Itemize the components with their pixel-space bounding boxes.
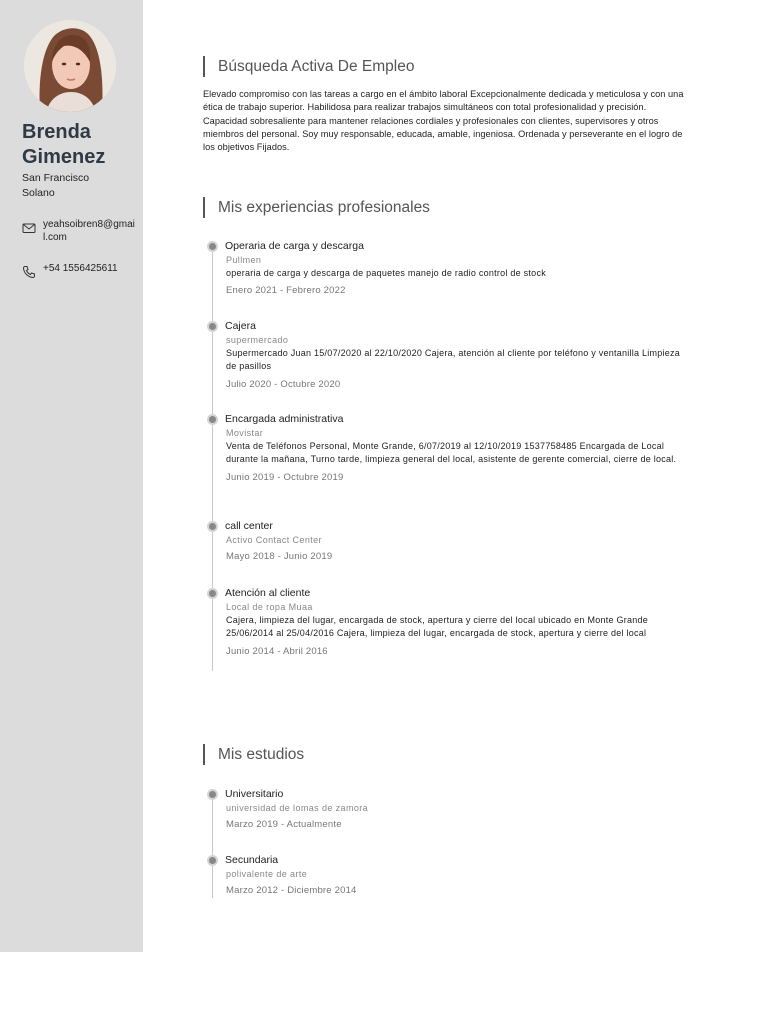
sidebar	[0, 0, 143, 952]
education-item	[203, 854, 683, 897]
email-contact[interactable]	[22, 218, 137, 244]
job-company: Pullmen	[226, 255, 262, 265]
timeline-dot	[207, 789, 218, 800]
school-name: polivalente de arte	[226, 869, 308, 879]
job-company: Activo Contact Center	[226, 535, 322, 545]
address	[22, 171, 137, 201]
timeline-dot	[207, 241, 218, 252]
study-dates: Marzo 2019 - Actualmente	[226, 819, 342, 830]
experience-item	[203, 413, 683, 484]
job-dates: Julio 2020 - Octubre 2020	[226, 378, 341, 390]
phone-contact[interactable]	[22, 262, 137, 279]
job-company: Local de ropa Muaa	[226, 602, 313, 612]
job-dates: Junio 2014 - Abril 2016	[226, 645, 328, 657]
job-title: Encargada administrativa	[225, 413, 344, 425]
experience-heading: Mis experiencias profesionales	[203, 197, 430, 218]
job-title: call center	[225, 520, 273, 532]
job-description: Supermercado Juan 15/07/2020 al 22/10/2020 Cajera, atención al cliente por teléfono y ventanilla Limpieza de pasillos	[226, 348, 681, 372]
job-description: Venta de Teléfonos Personal, Monte Grande, 6/07/2019 al 12/10/2019 1537758485 Encargada de Local durante la mañana, Turno tarde, limpieza general del local, asistente de gerente comercial, cierre de local.	[226, 441, 677, 465]
profile-photo	[24, 20, 116, 112]
education-heading: Mis estudios	[203, 744, 304, 765]
degree-title: Universitario	[225, 788, 284, 800]
degree-title: Secundaria	[225, 854, 279, 866]
experience-item	[203, 240, 683, 297]
main-content	[203, 0, 693, 1024]
job-description: Cajera, limpieza del lugar, encargada de stock, apertura y cierre del local ubicado en Monte Grande 25/06/2014 al 25/04/2016 Cajera, limpieza del lugar, encargada de stock, apertura y cierre del local	[226, 615, 648, 639]
job-title: Operaria de carga y descarga	[225, 240, 364, 252]
experience-item	[203, 520, 683, 563]
timeline-dot	[207, 521, 218, 532]
address-line-1: San Francisco	[22, 172, 90, 184]
full-name	[22, 120, 137, 170]
timeline-dot	[207, 321, 218, 332]
email-text[interactable]: yeahsoibren8@gmail.com	[43, 219, 135, 243]
job-title: Cajera	[225, 320, 256, 332]
school-name: universidad de lomas de zamora	[226, 803, 369, 813]
avatar	[24, 20, 116, 112]
phone-text[interactable]: +54 1556425611	[43, 263, 118, 274]
job-company: supermercado	[226, 335, 289, 345]
summary-heading: Búsqueda Activa De Empleo	[203, 56, 414, 77]
envelope-icon	[22, 221, 36, 235]
last-name: Gimenez	[22, 146, 106, 168]
phone-icon	[22, 265, 36, 279]
first-name: Brenda	[22, 121, 91, 143]
education-item	[203, 788, 683, 831]
experience-item	[203, 587, 683, 658]
job-dates: Mayo 2018 - Junio 2019	[226, 551, 333, 562]
job-title: Atención al cliente	[225, 587, 311, 599]
timeline-dot	[207, 414, 218, 425]
timeline-dot	[207, 588, 218, 599]
job-company: Movistar	[226, 428, 264, 438]
summary-text: Elevado compromiso con las tareas a cargo en el ámbito laboral Excepcionalmente dedicada y meticulosa y con una ética de trabajo superior. Habilidosa para realizar trabajos simultáneos con total profesionalidad y precisión. Capacidad sobresaliente para mantener relaciones cordiales y profesionales con clientes, supervisores y otros miembros del personal. Soy muy responsable, educada, amable, ingeniosa. Ordenada y perseverante en el logro de los objetivos Fijados.	[203, 89, 684, 153]
experience-item	[203, 320, 683, 391]
job-description: operaria de carga y descarga de paquetes manejo de radio control de stock	[226, 268, 546, 278]
job-dates: Junio 2019 - Octubre 2019	[226, 471, 344, 483]
job-dates: Enero 2021 - Febrero 2022	[226, 285, 346, 297]
timeline-dot	[207, 855, 218, 866]
study-dates: Marzo 2012 - Diciembre 2014	[226, 885, 357, 896]
address-line-2: Solano	[22, 187, 55, 199]
